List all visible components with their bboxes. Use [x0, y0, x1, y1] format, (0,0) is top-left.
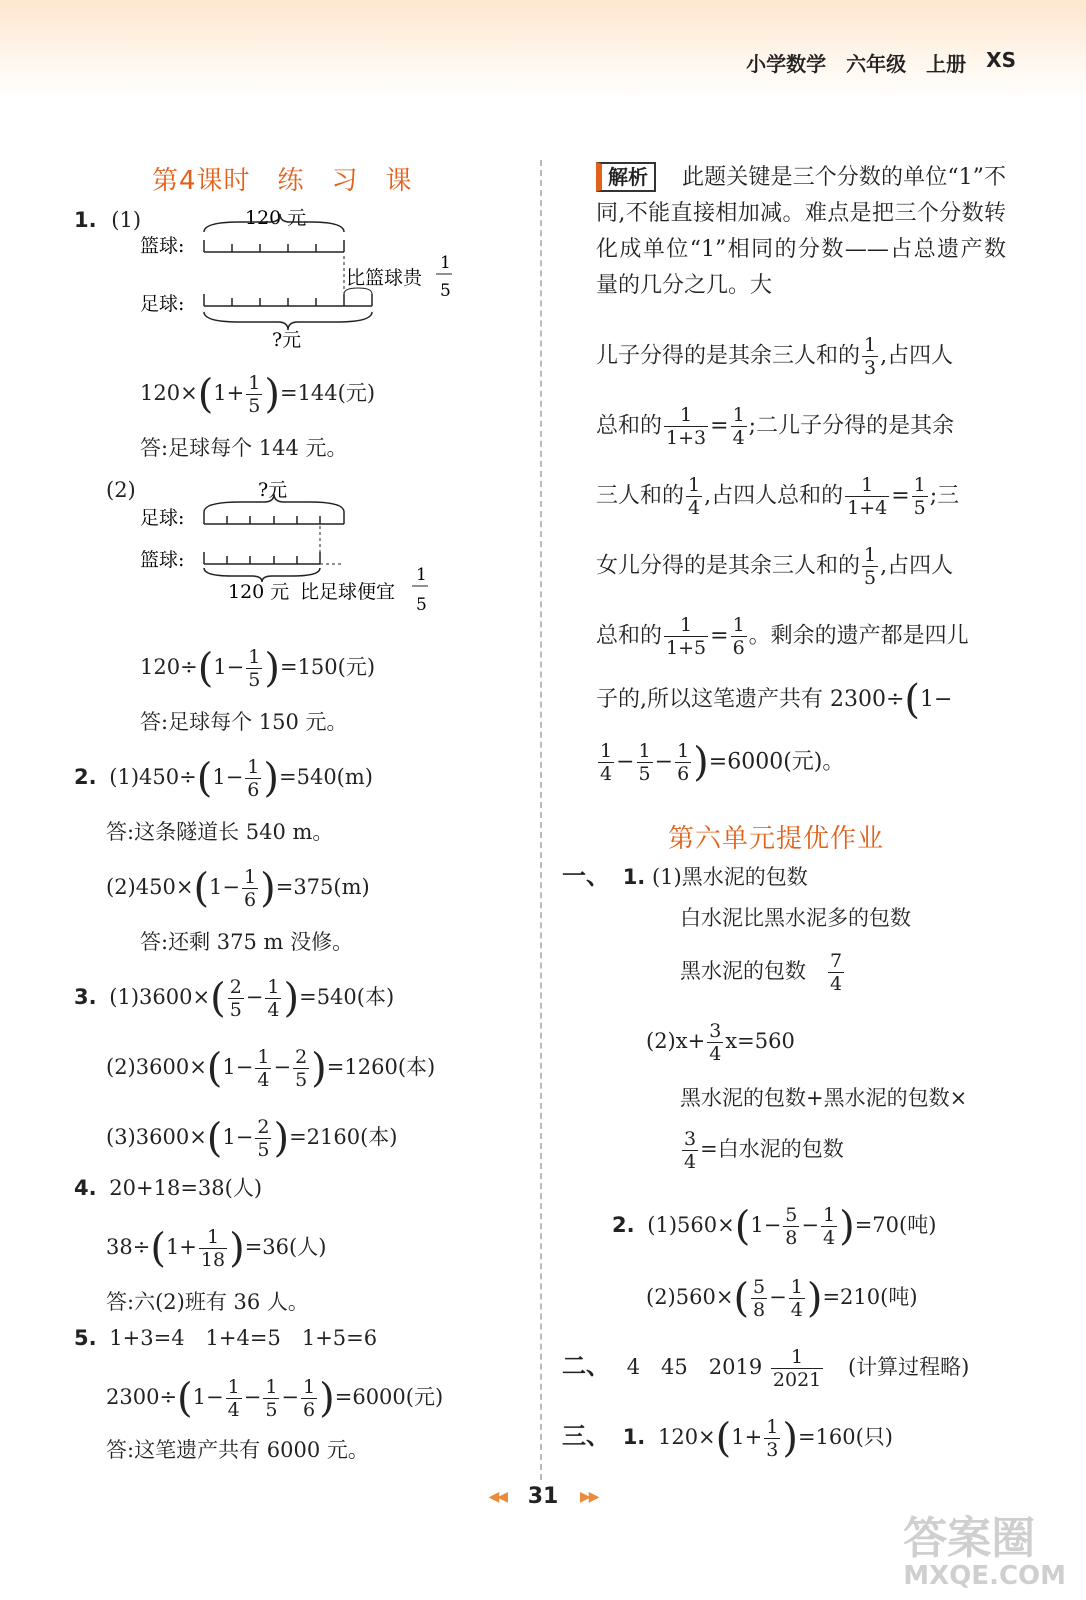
fraction: $\frac{1}{18}$ [200, 1226, 226, 1271]
fraction: $\frac{1}{6}$ [677, 740, 690, 785]
top-brace [204, 494, 344, 512]
fraction: $\frac{7}{4}$ [830, 950, 843, 995]
jiexi-line-s6: 子的,所以这笔遗产共有 2300÷(1− [596, 677, 953, 723]
q1-part2-line-diagram [140, 472, 470, 622]
jiexi-paragraph: 此题关键是三个分数的单位“1”不同,不能直接相加减。难点是把三个分数转化成单位“1”相同的分数——占总遗产数量的几分之几。大 [596, 165, 1006, 298]
fraction: $\frac{1}{5}$ [248, 372, 261, 417]
diagram-bottom-label: 120 元 [228, 581, 290, 603]
q2-line2: (2)450×(1− $\frac{1}{6}$ )=375(m) [106, 865, 370, 912]
diagram-row1-label: 篮球: [140, 235, 185, 257]
watermark-logo: 答案圈 MXQE.COM [903, 1513, 1066, 1591]
fraction: $\frac{1}{5}$ [248, 646, 261, 691]
q5-line2: 2300÷(1− $\frac{1}{4}$ − $\frac{1}{5}$ − $\frac{1}{6}$ )=6000(元) [106, 1375, 444, 1422]
jiexi-line-s5: 总和的 $\frac{1}{1+5}$ = $\frac{1}{6}$ 。剩余的遗产都是四儿 [596, 614, 969, 659]
bottom-brace [204, 568, 320, 582]
jiexi-badge: 解析 [596, 162, 656, 192]
q5-answer: 答:这笔遗产共有 6000 元。 [106, 1438, 369, 1462]
sec1-q1-line3: 黑水泥的包数 $\frac{7}{4}$ [680, 950, 843, 995]
q1-part2-equation: 120÷(1− $\frac{1}{5}$ )=150(元) [140, 645, 376, 692]
sec1-q2-line2: (2)560×( $\frac{5}{8}$ − $\frac{1}{4}$ )=210(吨) [646, 1275, 918, 1322]
fraction: $\frac{1}{4}$ [823, 1204, 836, 1249]
fraction: $\frac{1}{5}$ [913, 474, 926, 519]
q4-line2: 38÷(1+ $\frac{1}{18}$ )=36(人) [106, 1225, 327, 1272]
q1-part1-answer: 答:足球每个 144 元。 [140, 436, 348, 460]
column-divider [540, 160, 542, 1480]
fraction: $\frac{2}{5}$ [295, 1046, 308, 1091]
q4-answer: 答:六(2)班有 36 人。 [106, 1290, 309, 1314]
sec2-line: 二、 4 45 2019 $\frac{1}{2021}$ (计算过程略) [562, 1346, 970, 1391]
fraction: $\frac{1}{2021}$ [772, 1346, 822, 1391]
fraction: $\frac{1}{3}$ [766, 1416, 779, 1461]
diagram-row1-label: 足球: [140, 507, 185, 529]
lesson-title: 第4课时 练 习 课 [152, 166, 413, 196]
diagram-note-den: 5 [440, 281, 451, 301]
q1-part2-answer: 答:足球每个 150 元。 [140, 710, 348, 734]
fraction: $\frac{2}{5}$ [229, 976, 242, 1021]
fraction: $\frac{1}{4}$ [688, 474, 701, 519]
fraction: $\frac{1}{6}$ [732, 614, 745, 659]
fraction: $\frac{1}{6}$ [244, 866, 257, 911]
q2-answer1: 答:这条隧道长 540 m。 [106, 820, 334, 844]
diagram-note-num: 1 [416, 565, 427, 585]
q1-part2-tag: (2) [106, 478, 136, 502]
diagram-note-num: 1 [440, 253, 451, 273]
fraction: $\frac{1}{1+5}$ [666, 614, 707, 659]
diagram-row2-label: 足球: [140, 293, 185, 315]
q1-part1-equation: 120×(1+ $\frac{1}{5}$ )=144(元) [140, 371, 376, 418]
header-subject: 小学数学 [746, 52, 827, 76]
fraction: $\frac{1}{5}$ [638, 740, 651, 785]
fraction: $\frac{1}{5}$ [265, 1376, 278, 1421]
header-grade: 六年级 [846, 52, 907, 76]
row1-ticks [204, 240, 344, 252]
jiexi-line-s1: 儿子分得的是其余三人和的 $\frac{1}{3}$ ,占四人 [596, 334, 954, 379]
sec1-q1-line6: $\frac{3}{4}$ =白水泥的包数 [684, 1128, 844, 1173]
sec1-q1-line1: 一、 1. (1)黑水泥的包数 [562, 861, 808, 890]
bottom-brace [204, 312, 372, 330]
fraction: $\frac{1}{4}$ [732, 404, 745, 449]
fraction: $\frac{1}{4}$ [790, 1276, 803, 1321]
prev-arrows-icon: ◀◀ [488, 1489, 507, 1505]
q3-line1: 3. (1)3600×( $\frac{2}{5}$ − $\frac{1}{4}$ )=540(本) [74, 975, 395, 1022]
sec1-q1-line2: 白水泥比黑水泥多的包数 [680, 906, 911, 930]
unit-title: 第六单元提优作业 [668, 824, 885, 854]
diagram-top-label: ?元 [258, 479, 288, 501]
sec3-line: 三、 1. 120×(1+ $\frac{1}{3}$ )=160(只) [562, 1415, 894, 1462]
q5-line1: 5. 1+3=4 1+4=5 1+5=6 [74, 1326, 378, 1350]
fraction: $\frac{1}{3}$ [864, 334, 877, 379]
fraction: $\frac{5}{8}$ [785, 1204, 798, 1249]
q1-number: 1. (1) [74, 208, 142, 232]
diagram-note: 比足球便宜 [300, 581, 396, 603]
sec1-q1-line5: 黑水泥的包数+黑水泥的包数× [680, 1086, 968, 1110]
fraction: $\frac{1}{5}$ [864, 544, 877, 589]
sec1-q2-line1: 2. (1)560×(1− $\frac{5}{8}$ − $\frac{1}{4}$ )=70(吨) [612, 1203, 937, 1250]
fraction: $\frac{3}{4}$ [709, 1020, 722, 1065]
fraction: $\frac{1}{4}$ [267, 976, 280, 1021]
jiexi-line-s3: 三人和的 $\frac{1}{4}$ ,占四人总和的 $\frac{1}{1+4}$ = $\frac{1}{5}$ ;三 [596, 474, 960, 519]
fraction: $\frac{1}{6}$ [303, 1376, 316, 1421]
page-header [746, 48, 1016, 77]
diagram-note-den: 5 [416, 595, 427, 615]
q2-line1: 2. (1)450÷(1− $\frac{1}{6}$ )=540(m) [74, 755, 373, 802]
sec1-q1-line4: (2)x+ $\frac{3}{4}$ x=560 [646, 1020, 795, 1065]
jiexi-line-s2: 总和的 $\frac{1}{1+3}$ = $\frac{1}{4}$ ;二儿子分得的是其余 [596, 404, 955, 449]
fraction: $\frac{2}{5}$ [257, 1116, 270, 1161]
row1-ticks [204, 512, 344, 524]
q4-line1: 4. 20+18=38(人) [74, 1176, 263, 1200]
row2-ticks [204, 552, 320, 564]
q3-line2: (2)3600×(1− $\frac{1}{4}$ − $\frac{2}{5}$ )=1260(本) [106, 1045, 436, 1092]
fraction: $\frac{1}{4}$ [227, 1376, 240, 1421]
diagram-row2-label: 篮球: [140, 549, 185, 571]
fraction: $\frac{1}{1+3}$ [666, 404, 707, 449]
fraction: $\frac{5}{8}$ [753, 1276, 766, 1321]
fraction: $\frac{1}{6}$ [247, 756, 260, 801]
q2-answer2: 答:还剩 375 m 没修。 [140, 930, 354, 954]
q1-part1-line-diagram [140, 200, 470, 350]
diagram-bottom-label: ?元 [272, 329, 302, 350]
next-arrows-icon: ▶▶ [579, 1489, 598, 1505]
fraction: $\frac{1}{4}$ [257, 1046, 270, 1091]
header-edition: XS [986, 48, 1016, 72]
jiexi-line-s4: 女儿分得的是其余三人和的 $\frac{1}{5}$ ,占四人 [596, 544, 954, 589]
page-number: 31 [527, 1484, 559, 1509]
q3-line3: (3)3600×(1− $\frac{2}{5}$ )=2160(本) [106, 1115, 398, 1162]
diagram-note: 比篮球贵 [346, 267, 423, 289]
diagram-top-label: 120 元 [245, 207, 307, 229]
row2-ticks [204, 294, 372, 306]
jiexi-line-s7: $\frac{1}{4}$ − $\frac{1}{5}$ − $\frac{1}{6}$ )=6000(元)。 [600, 739, 845, 786]
fraction: $\frac{3}{4}$ [684, 1128, 697, 1173]
header-volume: 上册 [926, 52, 967, 76]
page-footer [0, 1484, 1086, 1509]
fraction: $\frac{1}{1+4}$ [847, 474, 888, 519]
fraction: $\frac{1}{4}$ [600, 740, 613, 785]
